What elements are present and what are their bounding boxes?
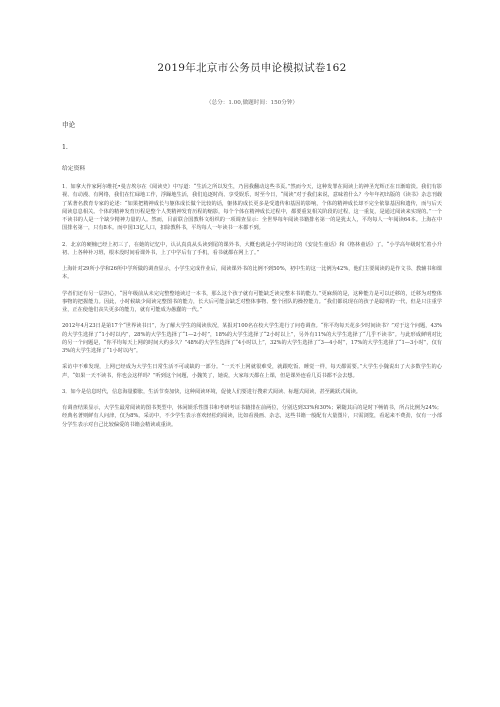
paragraph: 2012年4月23日是第17个“世界读书日”，为了解大学生的阅读状况，某报对100名在校大学生进行了问卷调查。“你平均每天花多少时间读书？”对于这个问题，43%的大学生选择了“1小时以内”，28%的大学生选择了“1—2小时”，18%的大学生选择了“2小时以上”，另外有11%的大学生选择了“几乎不读书”。与此形成鲜明对比的另一个问题是，“你平均每天上网的时间大约多久？”48%的大学生选择了“4小时以上”，32%的大学生选择了“3—4小时”，17%的大学生选择了“1—3小时”，仅有3%的大学生选择了“1小时以内”。 [62, 323, 442, 354]
paragraph: 3．如今是信息时代，信息海量膨胀，生活节奏加快，这种阅读环境，促使人们要进行搜索式阅读、标题式阅读，甚至跳跃式阅读。 [62, 388, 361, 395]
paragraph: 有调查结果显示，大学生最常阅读的图书类型中，休闲娱乐性图书和考研考证书籍排在前两位，分别达到33%和30%；紧随其后的是时下畅销书，所占比例为24%；经典名著则鲜有人问津，仅为8%。采访中，不少学生表示喜欢轻松的阅读，比如看漫画、杂志，这些书籍一般配有大量图片，只需浏览，看起来不费劲，仅有一小部分学生表示对自己比较偏爱的书籍会精读或重读。 [62, 405, 442, 428]
given-materials-label: 给定资料 [62, 166, 86, 172]
paragraph: 采访中不难发现，上网已经成为大学生日常生活不可或缺的一部分。“一天不上网就很难受，就跟吃饭、睡觉一样，每天都需要。”大学生小魏说出了大多数学生的心声，“如果一天不读书，你也会这样吗？”听到这个问题，小魏笑了，她说，大家每天都在上课，但是课外连看几页书都不会去想。 [62, 364, 442, 379]
paragraph: 学者们还有另一层担心，“因年级前从未完完整整地读过一本书，那么这个孩子就有可能缺乏读完整本书的能力。”更麻烦的是，这种能力是可以迁移的，迁移为对整体事物的把握能力。因此，小时候缺少阅读完整图书的能力，长大后可能会缺乏对整体事物、整个团队的操控能力。“我们都说现在的孩子是聪明的一代，但是只注重学业，正在使他们丧失更多的能力，就有可能成为愚蠢的一代。” [62, 290, 442, 313]
paragraph: 1．如拿大作家阿尔维托•曼吉埃尔在《阅读史》中写道：“生活之所以发生，乃因我翻动这些书页。”然而今天，这种发罪在阅读上的神圣光辉正在日渐暗淡。我们有影视、有动漫、有网络，我们在忙碌地工作，浮躁地生活，我们追逐时尚、享受娱乐，时至今日，“阅读”对于我们来说，意味着什么？今年年初出版的《读书》杂志刊载了某著名教育专家的论述：“如果把精神成长与躯体成长做个比较的话，躯体的成长更多是受遗传和基因的影响，个体的精神成长却不完全依靠基因和遗传，而与后天阅读息息相关。个体的精神发育历程是整个人类精神发育历程的缩影，每个个体在精神成长过程中，都要重复相关阶段的过程，这一重复，是通过阅读来实现的。”一个不读书的人是一个缺少精神力量的人。然而，目前联合国教科文组织的一项调查显示：全世界每年阅读书籍排名第一的是犹太人，平均每人一年阅读64本。上海在中国排名第一，只有8本。而中国13亿人口，扣除教科书，平均每人一年读书一本都不到。 [62, 184, 442, 232]
exam-meta: （总分：1.00,做题时间：150分钟） [205, 100, 299, 106]
document-title: 2019年北京市公务员申论模拟试卷162 [157, 62, 347, 74]
paragraph: 2．北京的硬楠已经上初三了，在她的记忆中，认认真真从头读到尾的课外书，大概也就是小学时读过的《安徒生童话》和《格林童话》了。“小学高年级时忙着小升初、上各种补习班，根本没时间看课外书，上了中学后有了手机，看书就都在网上了。” [62, 241, 442, 256]
paragraph: 上海针对29所小学和26所中学所做的调查显示，小学生完成作业后，阅读课外书的比例不到50%，初中生的这一比例为42%，他们主要阅读的是作文书、教辅书和课本。 [62, 266, 442, 281]
question-number: 1. [62, 144, 68, 151]
section-heading: 申论 [62, 121, 76, 129]
